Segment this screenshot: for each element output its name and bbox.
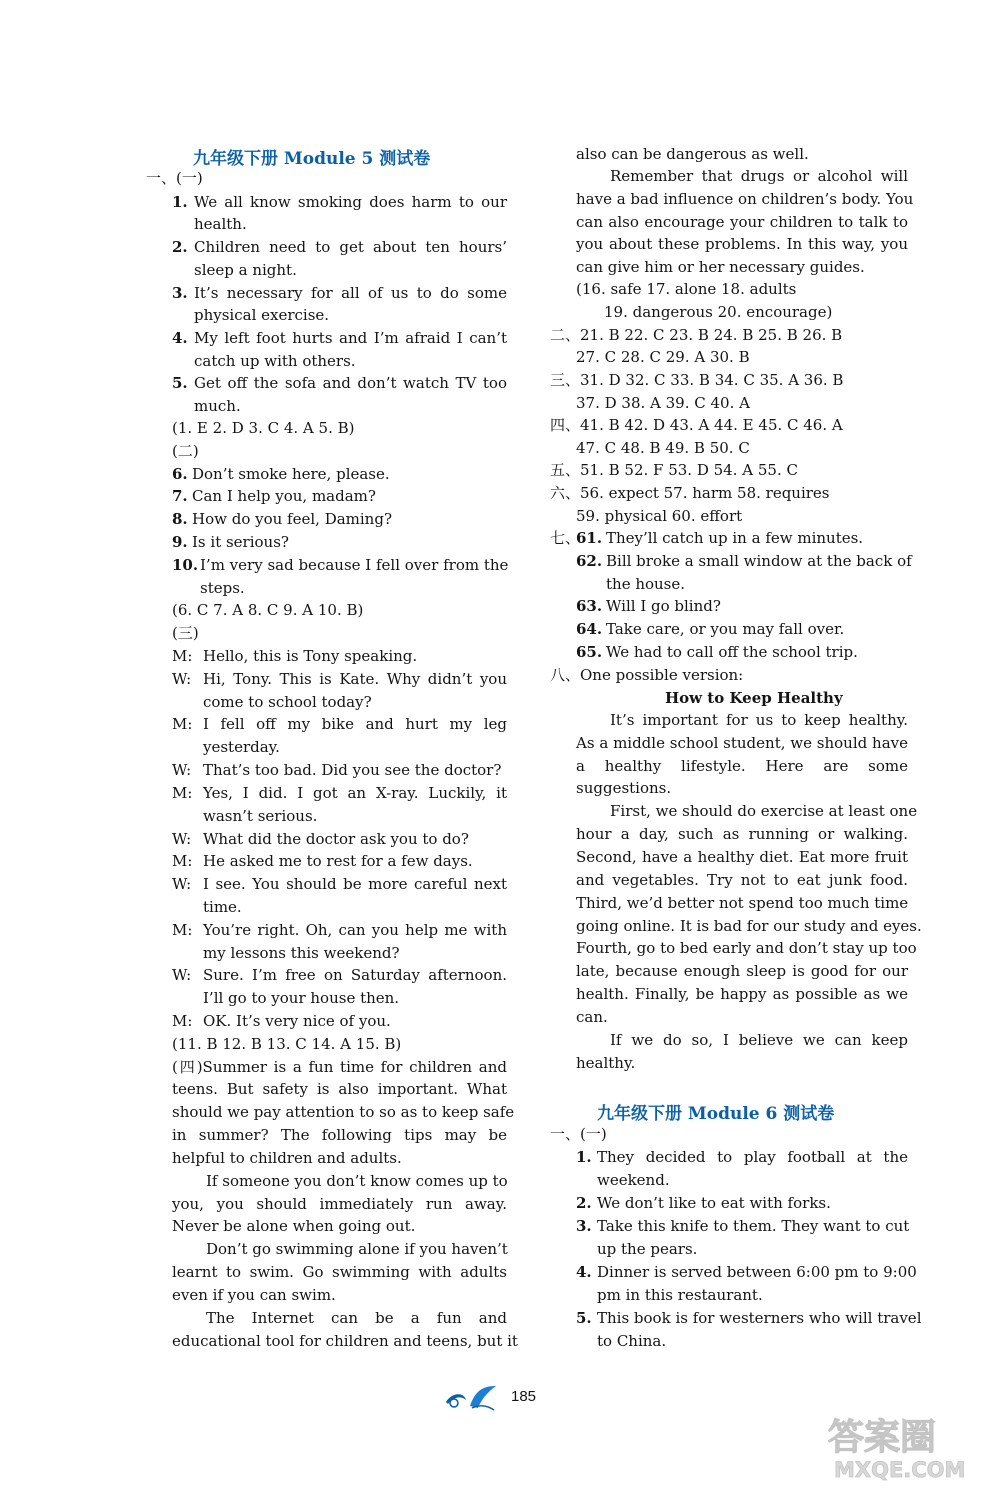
- speaker: W:: [172, 966, 192, 984]
- m5-part1-label: 一、(一): [146, 169, 203, 187]
- passage-line: even if you can swim.: [172, 1286, 336, 1304]
- dialogue-line: You’re right. Oh, can you help me with: [203, 921, 507, 939]
- answer-row: 37. D 38. A 39. C 40. A: [576, 394, 750, 412]
- item-number: 4.: [576, 1263, 592, 1281]
- item-number: 1.: [576, 1148, 592, 1166]
- m5-writing-label: 八、One possible version:: [550, 666, 744, 684]
- passage-line: The Internet can be a fun and: [206, 1309, 507, 1327]
- item-number: 1.: [172, 193, 188, 211]
- passage-line: can give him or her necessary guides.: [576, 258, 865, 276]
- item-text: Get off the sofa and don’t watch TV too: [194, 374, 507, 392]
- item-number: 64.: [576, 620, 603, 638]
- m5-answers2: (6. C 7. A 8. C 9. A 10. B): [172, 601, 364, 619]
- dialogue-line: I fell off my bike and hurt my leg: [203, 715, 507, 733]
- module5-title: 九年级下册 Module 5 测试卷: [193, 149, 431, 169]
- item-text: Can I help you, madam?: [192, 487, 376, 505]
- passage-line: learnt to swim. Go swimming with adults: [172, 1263, 507, 1281]
- item-number: 2.: [576, 1194, 592, 1212]
- item-number: 61.: [576, 529, 603, 547]
- passage-line: can also encourage your children to talk to: [576, 213, 908, 231]
- item-text-cont: sleep a night.: [194, 261, 297, 279]
- passage-line: also can be dangerous as well.: [576, 145, 809, 163]
- dialogue-line-cont: my lessons this weekend?: [203, 944, 400, 962]
- item-text: I’m very sad because I fell over from the: [200, 556, 509, 574]
- item-number: 62.: [576, 552, 603, 570]
- answer-row: 三、31. D 32. C 33. B 34. C 35. A 36. B: [550, 371, 844, 389]
- answer-row: 59. physical 60. effort: [576, 507, 743, 525]
- item-text: Take care, or you may fall over.: [606, 620, 845, 638]
- item-number: 8.: [172, 510, 188, 528]
- m5-part3-label: (三): [172, 624, 199, 642]
- item-text: They decided to play football at the: [597, 1148, 908, 1166]
- speaker: W:: [172, 761, 192, 779]
- watermark-logo-icon: [820, 1405, 995, 1491]
- speaker: M:: [172, 921, 193, 939]
- item-text: We all know smoking does harm to our: [194, 193, 507, 211]
- passage-line: have a bad influence on children’s body. You: [576, 190, 914, 208]
- dialogue-line: He asked me to rest for a few days.: [203, 852, 473, 870]
- passage-line: you, you should immediately run away.: [172, 1195, 507, 1213]
- watermark-text-cn: 答案圈: [828, 1417, 937, 1458]
- dialogue-line: Hello, this is Tony speaking.: [203, 647, 418, 665]
- essay-line: hour a day, such as running or walking.: [576, 825, 908, 843]
- answer-row: 五、51. B 52. F 53. D 54. A 55. C: [550, 461, 798, 479]
- essay-line: late, because enough sleep is good for our: [576, 962, 908, 980]
- speaker: M:: [172, 784, 193, 802]
- dialogue-line: I see. You should be more careful next: [203, 875, 507, 893]
- item-number: 5.: [576, 1309, 592, 1327]
- dialogue-line-cont: come to school today?: [203, 693, 372, 711]
- item-text: This book is for westerners who will travel: [597, 1309, 922, 1327]
- m5-answers4-b: 19. dangerous 20. encourage): [604, 303, 833, 321]
- item-text: Take this knife to them. They want to cut: [597, 1217, 910, 1235]
- passage-line: Remember that drugs or alcohol will: [610, 167, 908, 185]
- item-number: 65.: [576, 643, 603, 661]
- item-text: We don’t like to eat with forks.: [597, 1194, 831, 1212]
- item-text: Don’t smoke here, please.: [192, 465, 390, 483]
- passage-line: should we pay attention to so as to keep safe: [172, 1103, 515, 1121]
- m5-answers4-a: (16. safe 17. alone 18. adults: [576, 280, 797, 298]
- item-text: It’s necessary for all of us to do some: [194, 284, 507, 302]
- page-number: 185: [511, 1388, 537, 1405]
- dialogue-line-cont: yesterday.: [203, 738, 280, 756]
- answer-row: 二、21. B 22. C 23. B 24. B 25. B 26. B: [550, 326, 843, 344]
- item-text-cont: the house.: [606, 575, 686, 593]
- item-text-cont: steps.: [200, 579, 245, 597]
- speaker: M:: [172, 852, 193, 870]
- item-number: 3.: [576, 1217, 592, 1235]
- item-number: 63.: [576, 597, 603, 615]
- item-number: 4.: [172, 329, 188, 347]
- passage-line: educational tool for children and teens, but it: [172, 1332, 518, 1350]
- m5-answers1: (1. E 2. D 3. C 4. A 5. B): [172, 419, 355, 437]
- item-text-cont: weekend.: [597, 1171, 670, 1189]
- passage-line: Don’t go swimming alone if you haven’t: [206, 1240, 508, 1258]
- item-text-cont: physical exercise.: [194, 306, 330, 324]
- dialogue-line: That’s too bad. Did you see the doctor?: [203, 761, 502, 779]
- dialogue-line: OK. It’s very nice of you.: [203, 1012, 391, 1030]
- essay-line: health. Finally, be happy as possible as we: [576, 985, 908, 1003]
- essay-line: Fourth, go to bed early and don’t stay up too: [576, 939, 917, 957]
- essay-line: If we do so, I believe we can keep: [610, 1031, 908, 1049]
- item-number: 3.: [172, 284, 188, 302]
- essay-line: As a middle school student, we should have: [576, 734, 908, 752]
- item-text-cont: much.: [194, 397, 241, 415]
- speaker: W:: [172, 875, 192, 893]
- item-text-cont: to China.: [597, 1332, 667, 1350]
- speaker: W:: [172, 830, 192, 848]
- bird-logo-icon: [442, 1384, 502, 1416]
- passage-line: helpful to children and adults.: [172, 1149, 402, 1167]
- essay-line: Third, we’d better not spend too much time: [576, 894, 909, 912]
- speaker: M:: [172, 1012, 193, 1030]
- module6-title: 九年级下册 Module 6 测试卷: [597, 1104, 835, 1124]
- dialogue-line: Hi, Tony. This is Kate. Why didn’t you: [203, 670, 507, 688]
- item-text: Will I go blind?: [606, 597, 721, 615]
- answer-row: 六、56. expect 57. harm 58. requires: [550, 484, 830, 502]
- essay-title: How to Keep Healthy: [665, 689, 843, 707]
- dialogue-line-cont: I’ll go to your house then.: [203, 989, 400, 1007]
- dialogue-line: What did the doctor ask you to do?: [203, 830, 469, 848]
- item-text: Is it serious?: [192, 533, 289, 551]
- essay-line: suggestions.: [576, 779, 672, 797]
- essay-line: can.: [576, 1008, 608, 1026]
- passage-line: in summer? The following tips may be: [172, 1126, 507, 1144]
- speaker: M:: [172, 715, 193, 733]
- item-text-cont: catch up with others.: [194, 352, 356, 370]
- m6-part1-label: 一、(一): [550, 1125, 607, 1143]
- answer-row: 四、41. B 42. D 43. A 44. E 45. C 46. A: [550, 416, 843, 434]
- speaker: W:: [172, 670, 192, 688]
- item-number: 9.: [172, 533, 188, 551]
- essay-line: First, we should do exercise at least one: [610, 802, 918, 820]
- essay-line: and vegetables. Try not to eat junk food.: [576, 871, 908, 889]
- answer-row: 27. C 28. C 29. A 30. B: [576, 348, 750, 366]
- essay-line: Second, have a healthy diet. Eat more fruit: [576, 848, 908, 866]
- passage-line: If someone you don’t know comes up to: [206, 1172, 508, 1190]
- dialogue-line-cont: time.: [203, 898, 242, 916]
- speaker: M:: [172, 647, 193, 665]
- item-text: Bill broke a small window at the back of: [606, 552, 912, 570]
- m5-translation-label: 七、: [550, 529, 581, 547]
- item-text-cont: pm in this restaurant.: [597, 1286, 763, 1304]
- essay-line: healthy.: [576, 1054, 636, 1072]
- essay-line: going online. It is bad for our study and eyes.: [576, 917, 922, 935]
- item-text: They’ll catch up in a few minutes.: [606, 529, 864, 547]
- passage-line: Never be alone when going out.: [172, 1217, 416, 1235]
- item-text: My left foot hurts and I’m afraid I can’t: [194, 329, 507, 347]
- item-number: 2.: [172, 238, 188, 256]
- item-text: Dinner is served between 6:00 pm to 9:00: [597, 1263, 917, 1281]
- essay-line: It’s important for us to keep healthy.: [610, 711, 908, 729]
- item-text: Children need to get about ten hours’: [194, 238, 507, 256]
- item-number: 10.: [172, 556, 199, 574]
- item-text: We had to call off the school trip.: [606, 643, 858, 661]
- item-text: How do you feel, Daming?: [192, 510, 392, 528]
- dialogue-line: Yes, I did. I got an X-ray. Luckily, it: [203, 784, 507, 802]
- item-text-cont: health.: [194, 215, 247, 233]
- item-number: 5.: [172, 374, 188, 392]
- essay-line: a healthy lifestyle. Here are some: [576, 757, 908, 775]
- item-number: 6.: [172, 465, 188, 483]
- item-number: 7.: [172, 487, 188, 505]
- passage-line: (四)Summer is a fun time for children and: [172, 1058, 507, 1076]
- m5-part2-label: (二): [172, 442, 199, 460]
- dialogue-line: Sure. I’m free on Saturday afternoon.: [203, 966, 507, 984]
- passage-line: you about these problems. In this way, you: [576, 235, 908, 253]
- m5-answers3: (11. B 12. B 13. C 14. A 15. B): [172, 1035, 402, 1053]
- watermark-text-en: MXQE.COM: [834, 1458, 966, 1482]
- passage-line: teens. But safety is also important. What: [172, 1080, 507, 1098]
- item-text-cont: up the pears.: [597, 1240, 698, 1258]
- dialogue-line-cont: wasn’t serious.: [203, 807, 318, 825]
- answer-row: 47. C 48. B 49. B 50. C: [576, 439, 750, 457]
